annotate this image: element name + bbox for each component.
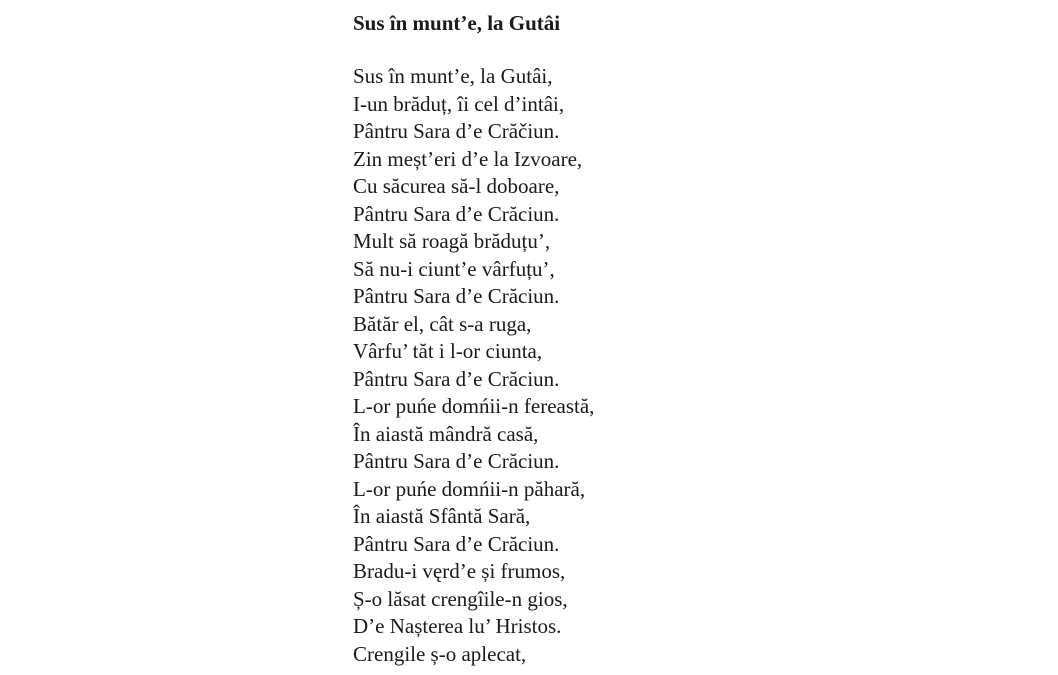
verse-line: I-un brăduț, îi cel d’intâi,: [353, 91, 565, 116]
verse-line: Să nu-i ciunt’e vârfuțu’,: [353, 256, 555, 281]
verse-line: Pântru Sara d’e Crăciun.: [353, 201, 560, 226]
verse-line: D’e Nașterea lu’ Hristos.: [353, 614, 562, 638]
verse-line: Bătăr el, cât s-a ruga,: [353, 311, 532, 336]
verse-line: Cu săcurea să-l doboare,: [353, 174, 560, 198]
verse-line: L-or puńe domńii-n fereastă,: [353, 394, 595, 418]
verse-line: L-or puńe domńii-n păhară,: [353, 476, 586, 501]
verse-line: Crengile ș-o aplecat,: [353, 641, 527, 666]
poem-title: Sus în munt’e, la Gutâi: [353, 11, 561, 35]
poem-verses: [353, 63, 594, 668]
verse-line: Pântru Sara d’e Crăciun.: [353, 531, 560, 556]
verse-line: Mult să roagă brăduțu’,: [353, 229, 551, 253]
poem: [353, 10, 595, 666]
verse-line: Sus în munt’e, la Gutâi,: [353, 64, 553, 88]
verse-line: Bradu-i vęrd’e și frumos,: [353, 559, 566, 583]
verse-line: Vârfu’ tăt i l-or ciunta,: [353, 339, 543, 363]
verse-line: Pântru Sara d’e Crăčiun.: [353, 119, 560, 143]
verse-line: Zin meșt’eri d’e la Izvoare,: [353, 146, 583, 171]
verse-line: În aiastă mândră casă,: [353, 421, 539, 446]
verse-line: În aiastă Sfântă Sară,: [353, 504, 531, 528]
verse-line: Pântru Sara d’e Crăciun.: [353, 449, 560, 473]
verse-line: Pântru Sara d’e Crăciun.: [353, 284, 560, 308]
verse-line: Pântru Sara d’e Crăciun.: [353, 366, 560, 391]
verse-line: Ș-o lăsat crengîile-n gios,: [353, 586, 568, 611]
